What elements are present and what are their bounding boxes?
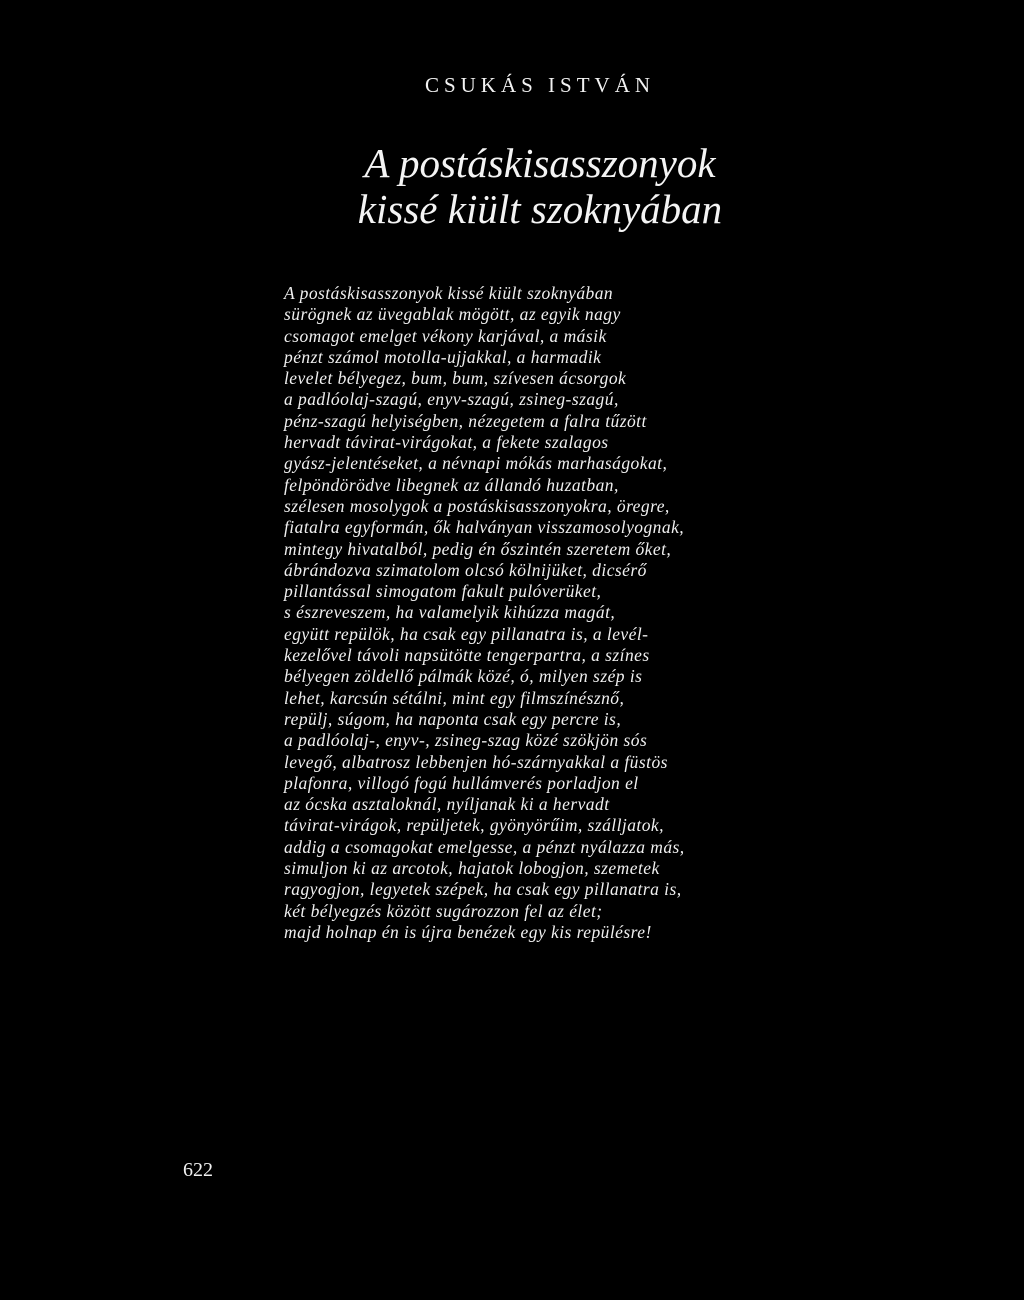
poem-line: pénz-szagú helyiségben, nézegetem a falra tűzött — [284, 410, 647, 431]
poem-line: távirat-virágok, repüljetek, gyönyörűim, szálljatok, — [284, 815, 664, 836]
poem-line: bélyegen zöldellő pálmák közé, ó, milyen szép is — [284, 666, 643, 687]
poem-body — [284, 283, 804, 943]
poem-title-line-1: A postáskisasszonyok — [364, 140, 716, 186]
page-number: 622 — [183, 1159, 213, 1181]
poem-line: s észreveszem, ha valamelyik kihúzza magát, — [284, 602, 616, 623]
poem-line: a padlóolaj-szagú, enyv-szagú, zsineg-szagú, — [284, 389, 619, 410]
poem-line: sürögnek az üvegablak mögött, az egyik nagy — [284, 304, 621, 325]
poem-line: az ócska asztaloknál, nyíljanak ki a hervadt — [284, 794, 610, 815]
poem-line: fiatalra egyformán, ők halványan visszamosolyognak, — [284, 517, 685, 538]
poem-line: mintegy hivatalból, pedig én őszintén szeretem őket, — [284, 538, 672, 559]
poem-line: levelet bélyegez, bum, bum, szívesen ácsorgok — [284, 368, 627, 389]
poem-line: felpöndörödve libegnek az állandó huzatban, — [284, 474, 619, 495]
poem-line: simuljon ki az arcotok, hajatok lobogjon, szemetek — [284, 858, 660, 879]
poem-line: ábrándozva szimatolom olcsó kölnijüket, dicsérő — [284, 559, 647, 580]
poem-title — [0, 140, 1024, 232]
poem-line: a padlóolaj-, enyv-, zsineg-szag közé szökjön sós — [284, 730, 648, 751]
poem-line: ragyogjon, legyetek szépek, ha csak egy pillanatra is, — [284, 879, 682, 900]
poem-line: levegő, albatrosz lebbenjen hó-szárnyakkal a füstös — [284, 751, 668, 772]
poem-line: kezelővel távoli napsütötte tengerpartra, a színes — [284, 645, 650, 666]
poem-line: plafonra, villogó fogú hullámverés porladjon el — [284, 772, 639, 793]
poem-line: két bélyegzés között sugározzon fel az élet; — [284, 900, 603, 921]
poem-line: addig a csomagokat emelgesse, a pénzt nyálazza más, — [284, 836, 685, 857]
poem-line: pénzt számol motolla-ujjakkal, a harmadik — [284, 346, 602, 367]
poem-line: pillantással simogatom fakult pulóverüket, — [284, 581, 602, 602]
poem-line: hervadt távirat-virágokat, a fekete szalagos — [284, 432, 609, 453]
author-name: CSUKÁS ISTVÁN — [424, 73, 656, 97]
poem-line: gyász-jelentéseket, a névnapi mókás marhaságokat, — [284, 453, 668, 474]
poem-line: A postáskisasszonyok kissé kiült szoknyában — [284, 283, 614, 303]
poem-line: együtt repülök, ha csak egy pillanatra is, a levél- — [284, 623, 649, 644]
poem-line: lehet, karcsún sétálni, mint egy filmszínésznő, — [284, 687, 625, 708]
poem-line: csomagot emelget vékony karjával, a másik — [284, 325, 607, 346]
poem-title-line-2: kissé kiült szoknyában — [357, 186, 723, 232]
poem-line: repülj, súgom, ha naponta csak egy percre is, — [284, 708, 622, 729]
poem-line: szélesen mosolygok a postáskisasszonyokra, öregre, — [284, 495, 670, 516]
poem-line: majd holnap én is újra benézek egy kis repülésre! — [284, 921, 652, 942]
